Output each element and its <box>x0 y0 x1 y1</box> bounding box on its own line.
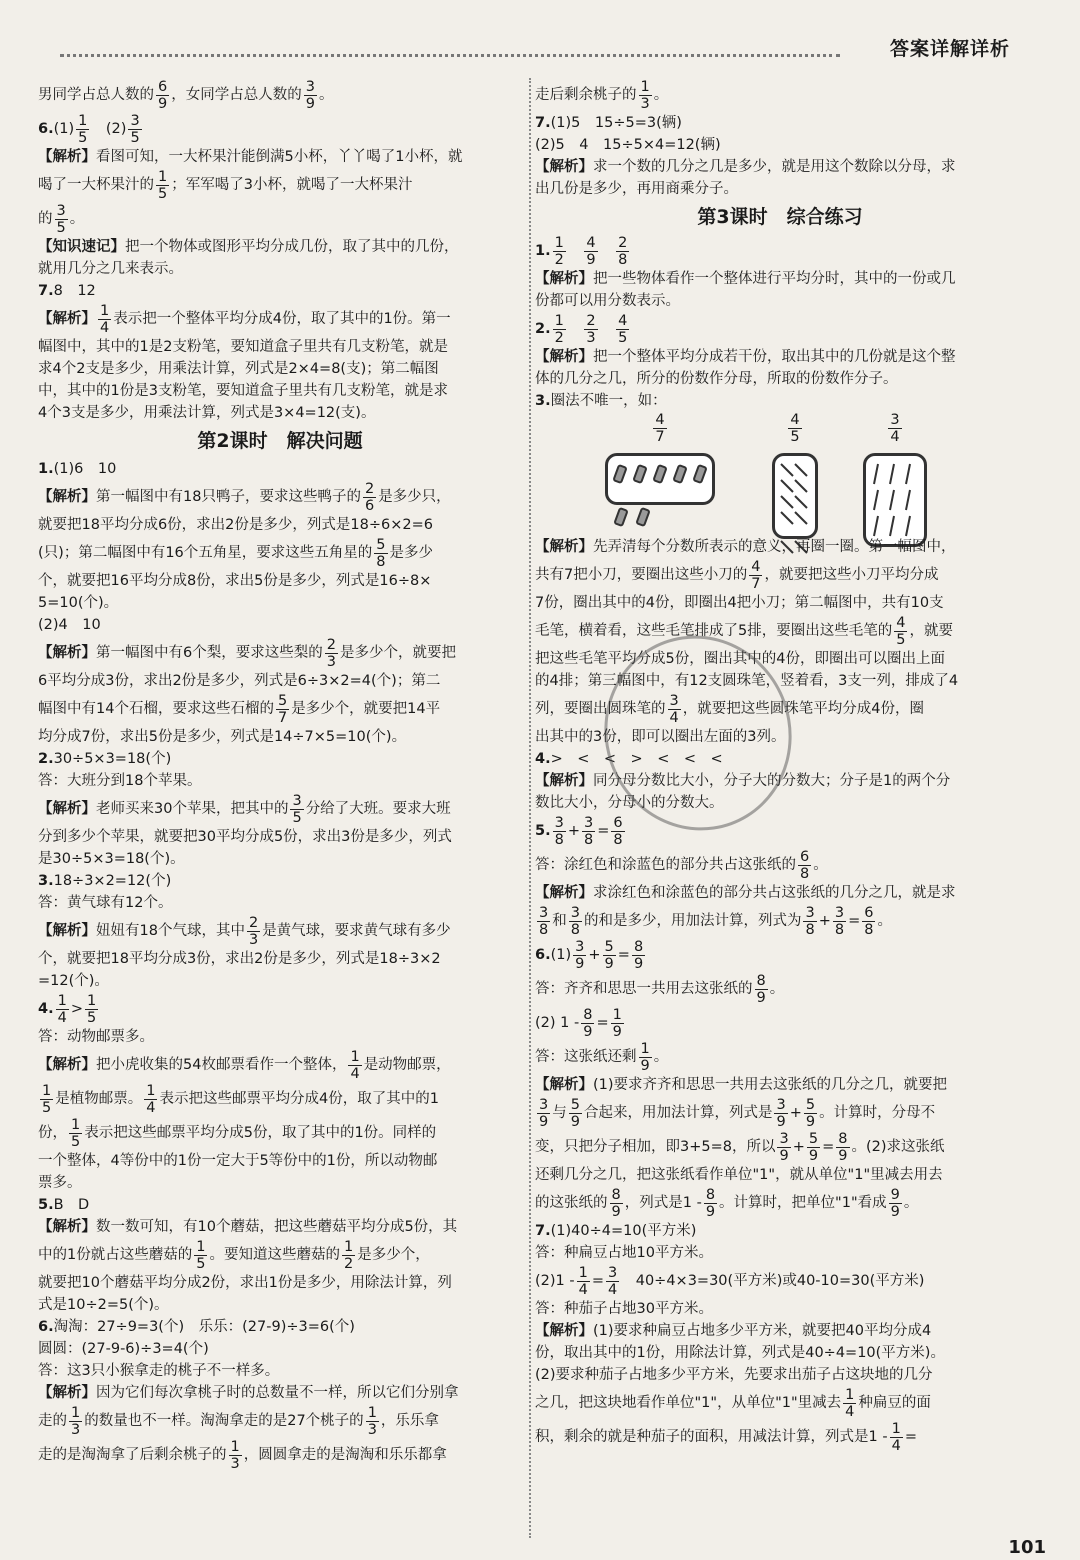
lesson3-analysis-2: 【解析】把一个整体平均分成若干份，取出其中的几份就是这个整 体的几分之几，所分的份数作分母，所取的份数作分子。 <box>535 349 956 387</box>
lesson2-analysis-2: 【解析】老师买来30个苹果，把其中的 $\frac{3}{5}$ 分给了大班。要求大班 分到多少个苹果，就要把30平均分成5份，求出3份是多少，列式 是30÷5×3=18(个)。 <box>38 792 452 867</box>
lesson2-analysis-1b: 【解析】第一幅图中有6个梨，要求这些梨的 $\frac{2}{3}$ 是多少个，就要把 6平均分成3份，求出2份是多少，列式是6÷3×2=4(个)；第二 幅图中有14个石榴，要求这些石榴的 $\frac{5}{7}$ 是多少个，就要把14平 均分成7份，求出5份是多少，列式是14÷7×5=10(个)。 <box>38 636 456 745</box>
pen-icons <box>866 456 924 544</box>
lesson3-analysis-4: 【解析】同分母分数比大小，分子大的分数大；分子是1的两个分 数比大小，分母小的分数大。 <box>535 773 951 811</box>
answer-7-right: 7.(1)5 15÷5=3(辆) (2)5 4 15÷5×4=12(辆) <box>535 115 721 153</box>
figure-pens: $\frac{3}{4}$ <box>855 412 935 547</box>
fraction: $\frac{3}{9}$ <box>305 78 315 112</box>
lesson2-answer-2: 2.30÷5×3=18(个) 答：大班分到18个苹果。 <box>38 751 202 789</box>
knife-icons-outside <box>605 505 715 533</box>
circle-figures <box>535 412 1025 536</box>
left-line-0: 男同学占总人数的 $\frac{6}{9}$ ，女同学占总人数的 $\frac{3}{9}$ 。 <box>38 78 334 112</box>
brush-icons <box>775 456 815 536</box>
lesson3-answer-5: 5. $\frac{3}{8}$ + $\frac{3}{8}$ = $\frac{6}{8}$ 答：涂红色和涂蓝色的部分共占这张纸的 $\frac{6}{8}$ 。 <box>535 814 828 882</box>
figure-knives: $\frac{4}{7}$ <box>605 412 715 540</box>
lesson3-analysis-3: 【解析】先弄清每个分数所表示的意义，再圈一圈。第一幅图中， 共有7把小刀，要圈出这些小刀的 $\frac{4}{7}$ ，就要把这些小刀平均分成 7份，圈出其中的4份，即圈出4把小刀；第二幅图中，共有10支 毛笔，横着看，这些毛笔排成了5排，要圈出这些毛笔的 $\frac{4}{5}$ ，就要 把这些毛笔平均分成5份，圈出其中的4份，即圈出可以圈出上面 的4排；第三幅图中，有12支圆珠笔，竖着看，3支一列，排成了4 列，要圈出圆珠笔的 $\frac{3}{4}$ ，就要把这些圆珠笔平均分成4份，圈 出其中的3份，即可以圈出左面的3列。 <box>535 539 959 745</box>
answer-7: 7.8 12 <box>38 283 96 299</box>
header-dotted-rule <box>60 54 840 57</box>
lesson3-answer-1: 1. $\frac{1}{2}$ $\frac{4}{9}$ $\frac{2}{8}$ <box>535 234 628 268</box>
knife-icons <box>608 456 712 502</box>
lesson2-answer-6: 6.淘淘：27÷9=3(个) 乐乐：(27-9)÷3=6(个) 圆圆：(27-9-6)÷3=4(个) 答：这3只小猴拿走的桃子不一样多。 <box>38 1319 355 1379</box>
lesson2-analysis-4: 【解析】把小虎收集的54枚邮票看作一个整体， $\frac{1}{4}$ 是动物邮票， $\frac{1}{5}$ 是植物邮票。 $\frac{1}{4}$ 表示把这些邮票平均分成4份，取了其中的1 份， $\frac{1}{5}$ 表示把这些邮票平均分成5份，取了其中的1份。同样的 一个整体，4等份中的1份一定大于5等份中的1份，所以动物邮 票多。 <box>38 1048 451 1191</box>
section-title-lesson-3: 第3课时 综合练习 <box>697 206 863 228</box>
section-title-lesson-2: 第2课时 解决问题 <box>197 430 363 452</box>
lesson2-analysis-3: 【解析】妞妞有18个气球，其中 $\frac{2}{3}$ 是黄气球，要求黄气球有多少 个，就要把18平均分成3份，求出2份是多少，列式是18÷3×2 =12(个)。 <box>38 914 451 989</box>
lesson2-answer-1b: (2)4 10 <box>38 617 101 633</box>
lesson3-analysis-6: 【解析】(1)要求齐齐和思思一共用去这张纸的几分之几，就要把 $\frac{3}{9}$ 与 $\frac{5}{9}$ 合起来，用加法计算，列式是 $\frac{3}{9}$ + $\frac{5}{9}$ 。计算时，分母不 变，只把分子相加，即3+5=8，所以 $\frac{3}{9}$ + $\frac{5}{9}$ = $\frac{8}{9}$ 。(2)求这张纸 还剩几分之几，把这张纸看作单位"1"，就从单位"1"里减去用去 的这张纸的 $\frac{8}{9}$ ，列式是1 - $\frac{8}{9}$ 。计算时，把单位"1"看成 $\frac{9}{9}$ 。 <box>535 1077 948 1220</box>
right-line-0: 走后剩余桃子的 $\frac{1}{3}$ 。 <box>535 78 669 112</box>
lesson2-answer-5: 5.B D <box>38 1197 90 1213</box>
page-header <box>60 30 1010 66</box>
fraction: $\frac{6}{9}$ <box>158 78 168 112</box>
answer-6: 6.(1) $\frac{1}{5}$ (2) $\frac{3}{5}$ <box>38 112 140 146</box>
analysis-7: 【解析】 $\frac{1}{4}$ 表示把一个整体平均分成4份，取了其中的1份。第一 幅图中，其中的1是2支粉笔，要知道盒子里共有几支粉笔，就是 求4个2支是多少，用乘法计算，列式是2×4=8(支)；第二幅图 中，其中的1份是3支粉笔，要知道盒子里共有几支粉笔，就是求 4个3支是多少，用乘法计算，列式是3×4=12(支)。 <box>38 302 451 421</box>
knives-box <box>605 453 715 505</box>
column-divider <box>529 78 531 1538</box>
brushes-box <box>772 453 818 539</box>
lesson2-answer-3: 3.18÷3×2=12(个) 答：黄气球有12个。 <box>38 873 173 911</box>
lesson2-analysis-6: 【解析】因为它们每次拿桃子时的总数量不一样，所以它们分别拿 走的 $\frac{1}{3}$ 的数量也不一样。淘淘拿走的是27个桃子的 $\frac{1}{3}$ ，乐乐拿 走的是淘淘拿了后剩余桃子的 $\frac{1}{3}$ ，圆圆拿走的是淘淘和乐乐都拿 <box>38 1385 459 1472</box>
analysis-6: 【解析】看图可知，一大杯果汁能倒满5小杯，丫丫喝了1小杯，就 喝了一大杯果汁的 $\frac{1}{5}$ ；军军喝了3小杯，就喝了一大杯果汁 的 $\frac{3}{5}$ 。 <box>38 149 463 236</box>
pens-box <box>863 453 927 547</box>
lesson2-answer-4: 4. $\frac{1}{4}$ > $\frac{1}{5}$ 答：动物邮票多。 <box>38 992 154 1045</box>
analysis-7-right: 【解析】求一个数的几分之几是多少，就是用这个数除以分母，求 出几份是多少，再用商乘分子。 <box>535 159 956 197</box>
left-column <box>38 78 522 1472</box>
lesson3-answer-2: 2. $\frac{1}{2}$ $\frac{2}{3}$ $\frac{4}{5}$ <box>535 312 628 346</box>
lesson3-answer-4: 4.> < < > < < < <box>535 751 723 767</box>
lesson3-answer-6: 6.(1) $\frac{3}{9}$ + $\frac{5}{9}$ = $\frac{8}{9}$ 答：齐齐和思思一共用去这张纸的 $\frac{8}{9}$ 。 (2) 1 - $\frac{8}{9}$ = $\frac{1}{9}$ 答：这张纸还剩 $\frac{1}{9}$ 。 <box>535 938 785 1074</box>
lesson3-analysis-1: 【解析】把一些物体看作一个整体进行平均分时，其中的一份或几 份都可以用分数表示。 <box>535 271 956 309</box>
lesson2-analysis-5: 【解析】数一数可知，有10个蘑菇，把这些蘑菇平均分成5份，其 中的1份就占这些蘑菇的 $\frac{1}{5}$ 。要知道这些蘑菇的 $\frac{1}{2}$ 是多少个， 就要把10个蘑菇平均分成2份，求出1份是多少，用除法计算，列 式是10÷2=5(个)。 <box>38 1219 458 1313</box>
knowledge-note: 【知识速记】把一个物体或图形平均分成几份，取了其中的几份， 就用几分之几来表示。 <box>38 239 459 277</box>
header-title: 答案详解详析 <box>889 38 1010 60</box>
lesson2-analysis-1a: 【解析】第一幅图中有18只鸭子，要求这些鸭子的 $\frac{2}{6}$ 是多少只， 就要把18平均分成6份，求出2份是多少，列式是18÷6×2=6 (只)；第二幅图中有16个五角星，要求这些五角星的 $\frac{5}{8}$ 是多少 个，就要把16平均分成8份，求出5份是多少，列式是16÷8× 5=10(个)。 <box>38 480 451 611</box>
page-number: 101 <box>1008 1537 1046 1558</box>
lesson3-analysis-5: 【解析】求涂红色和涂蓝色的部分共占这张纸的几分之几，就是求 $\frac{3}{8}$ 和 $\frac{3}{8}$ 的和是多少，用加法计算，列式为 $\frac{3}{8}$ + $\frac{3}{8}$ = $\frac{6}{8}$ 。 <box>535 885 956 938</box>
lesson3-answer-7: 7.(1)40÷4=10(平方米) 答：种扁豆占地10平方米。 (2)1 - $\frac{1}{4}$ = $\frac{3}{4}$ 40÷4×3=30(平方米)或40-10=30(平方米) 答：种茄子占地30平方米。 <box>535 1223 925 1317</box>
lesson3-answer-3: 3.圈法不唯一，如： <box>535 393 667 409</box>
figure-brushes: $\frac{4}{5}$ <box>765 412 825 564</box>
lesson3-analysis-7: 【解析】(1)要求种扁豆占地多少平方米，就要把40平均分成4 份，取出其中的1份，用除法计算，列式是40÷4=10(平方米)。 (2)要求种茄子占地多少平方米，先要求出茄子占这块地的几分 之几，把这块地看作单位"1"，从单位"1"里减去 $\frac{1}{4}$ 种扁豆的面 积，剩余的就是种茄子的面积，用减法计算，列式是1 - $\frac{1}{4}$ = <box>535 1323 945 1454</box>
lesson2-answer-1: 1.(1)6 10 <box>38 461 117 477</box>
